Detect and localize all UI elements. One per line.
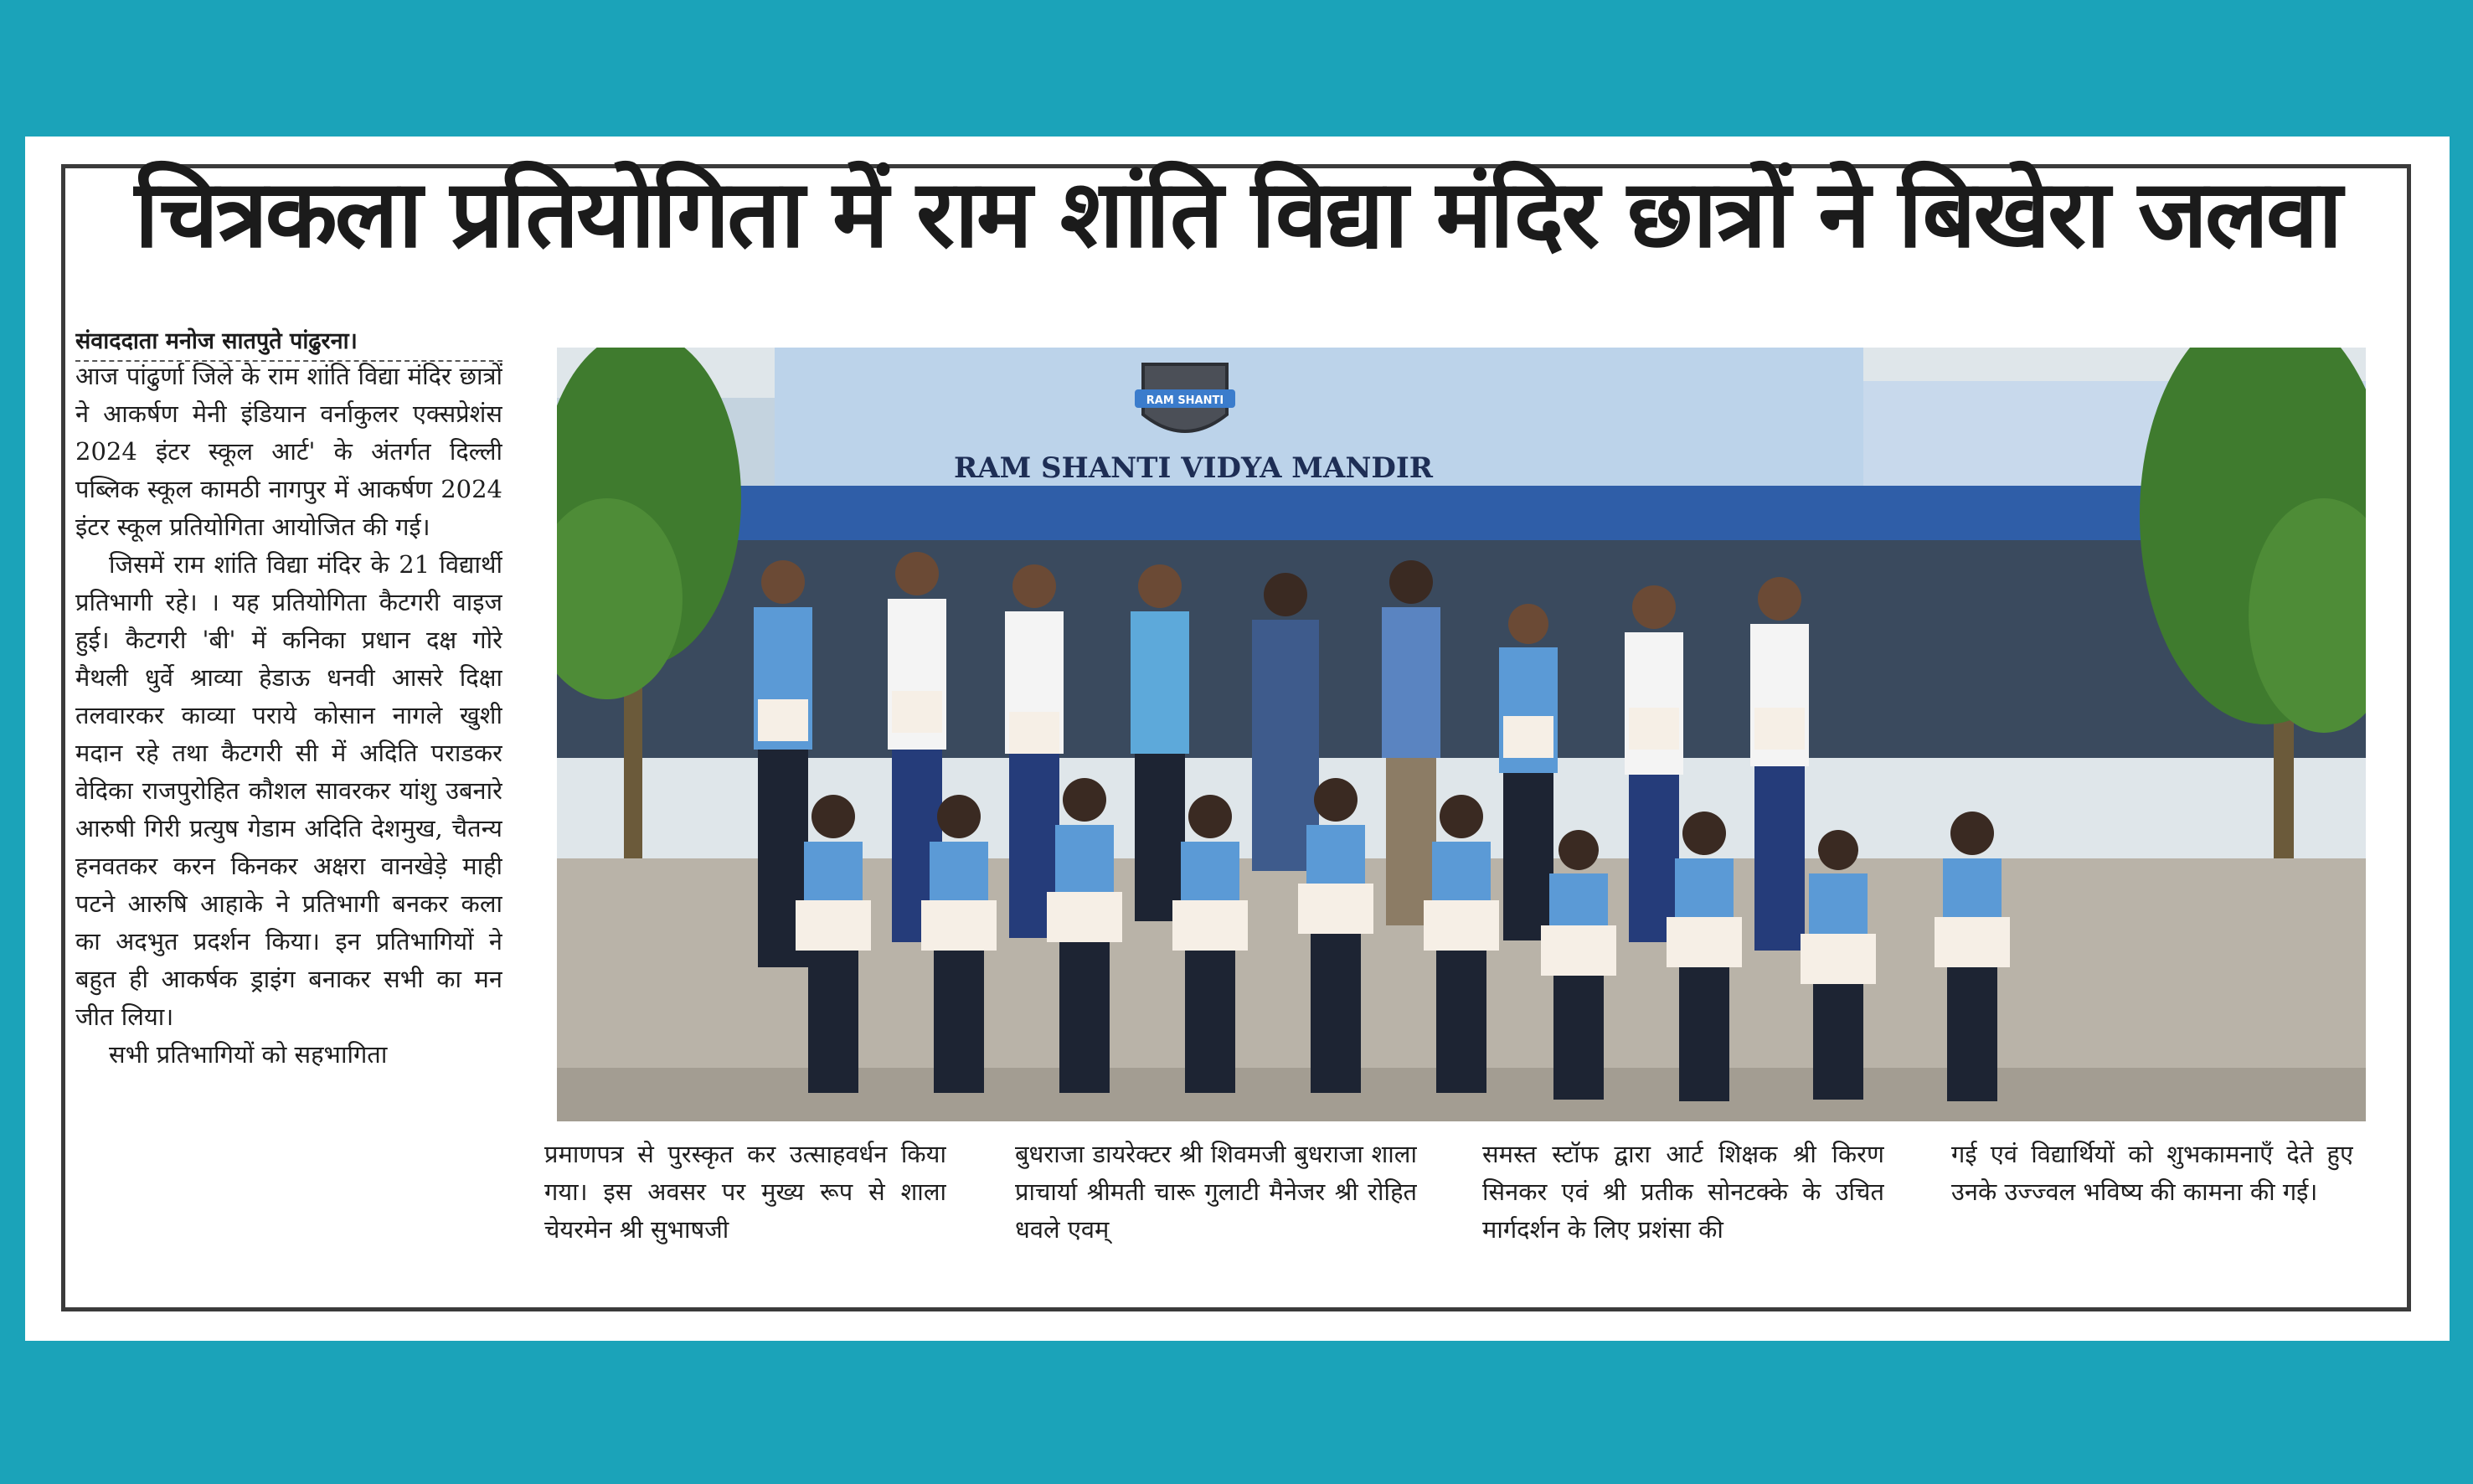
newspaper-clipping (25, 137, 2450, 1341)
paragraph: प्रमाणपत्र से पुरस्कृत कर उत्साहवर्धन किया गया। इस अवसर पर मुख्य रूप से शाला चेयरमेन श्री सुभाषजी (544, 1140, 946, 1244)
paragraph: आज पांढुर्णा जिले के राम शांति विद्या मंदिर छात्रों ने आकर्षण मेनी इंडियान वर्नाकुलर एक्सप्रेशंस 2024 इंटर स्कूल आर्ट' के अंतर्गत दिल्ली पब्लिक स्कूल कामठी नागपुर में आकर्षण 2024 इंटर स्कूल प्रतियोगिता आयोजित की गई। (75, 362, 502, 541)
group-photo (557, 348, 2366, 1121)
text-column-5 (1951, 1136, 2353, 1261)
article-headline: चित्रकला प्रतियोगिता में राम शांति विद्या मंदिर छात्रों ने बिखेरा जलवा (134, 160, 2341, 269)
text-column-3 (1015, 1136, 1417, 1261)
logo-text: RAM SHANTI (1146, 394, 1224, 407)
paragraph: गई एवं विद्यार्थियों को शुभकामनाएँ देते हुए उनके उज्ज्वल भविष्य की कामना की गई। (1951, 1140, 2353, 1206)
school-logo (1135, 364, 1235, 431)
building-sign: RAM SHANTI VIDYA MANDIR (953, 451, 1434, 485)
text-column-1 (75, 358, 502, 1258)
text-column-2 (544, 1136, 946, 1261)
paragraph: समस्त स्टॉफ द्वारा आर्ट शिक्षक श्री किरण सिनकर एवं श्री प्रतीक सोनटक्के के उचित मार्गदर्शन के लिए प्रशंसा की (1482, 1140, 1884, 1244)
paragraph: जिसमें राम शांति विद्या मंदिर के 21 विद्यार्थी प्रतिभागी रहे। । यह प्रतियोगिता कैटगरी वाइज हुई। कैटगरी 'बी' में कनिका प्रधान दक्ष गोरे मैथली धुर्वे श्राव्या हेडाऊ धनवी आसरे दिक्षा तलवारकर काव्या पराये कोसान नागले खुशी मदान रहे तथा कैटगरी सी में अदिति पराडकर वेदिका राजपुरोहित कौशल सावरकर यांशु उबनारे आरुषी गिरी प्रत्युष गेडाम अदिति देशमुख, चैतन्य हनवतकर करन किनकर अक्षरा वानखेड़े माही पटने आरुषि आहाके ने प्रतिभागी बनकर कला का अदभुत प्रदर्शन किया। इन प्रतिभागियों ने बहुत ही आकर्षक ड्राइंग बनाकर सभी का मन जीत लिया। (75, 550, 502, 1031)
photo-illustration (557, 348, 2366, 1121)
paragraph: सभी प्रतिभागियों को सहभागिता (109, 1040, 388, 1069)
text-column-4 (1482, 1136, 1884, 1261)
article-byline: संवाददाता मनोज सातपुते पांढुरना। (75, 324, 502, 362)
building-trim (557, 486, 2366, 540)
paragraph: बुधराजा डायरेक्टर श्री शिवमजी बुधराजा शाला प्राचार्या श्रीमती चारू गुलाटी मैनेजर श्री रोहित धवले एवम् (1015, 1140, 1417, 1244)
